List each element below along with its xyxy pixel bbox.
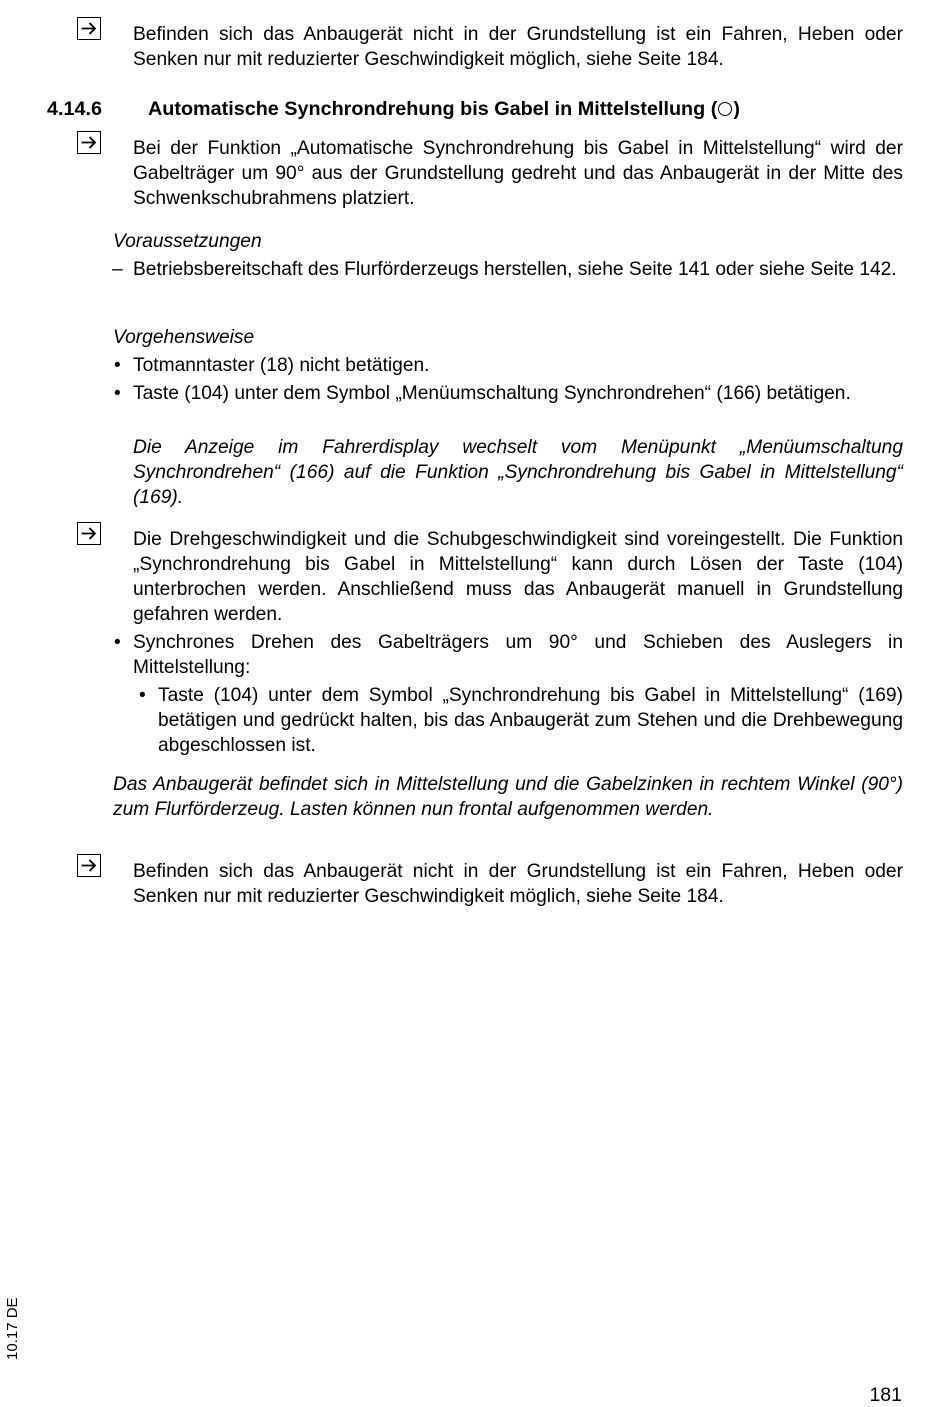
- note-arrow-icon: [77, 17, 101, 40]
- dash-marker: –: [112, 259, 123, 280]
- section-number: 4.14.6: [47, 98, 102, 120]
- note-text-function: Bei der Funktion „Automatische Synchrondrehung bis Gabel in Mittelstellung“ wird der Gabelträger um 90° aus der Grundstellung gedreht und das Anbaugerät in der Mitte des Schwenkschubrahmens platziert.: [133, 138, 903, 209]
- procedure-step-3-sub: Taste (104) unter dem Symbol „Synchrondrehung bis Gabel in Mittelstellung“ (169) betätigen und gedrückt halten, bis das Anbaugerät zum Stehen und die Drehbewegung abgeschlossen ist.: [158, 685, 903, 756]
- procedure-step-3: Synchrones Drehen des Gabelträgers um 90° und Schieben des Auslegers in Mittelstellung:: [133, 632, 903, 678]
- note-text-bottom: Befinden sich das Anbaugerät nicht in der Grundstellung ist ein Fahren, Heben oder Senken nur mit reduzierter Geschwindigkeit möglich, siehe Seite 184.: [133, 861, 903, 907]
- bullet-marker: •: [114, 383, 121, 404]
- note-arrow-icon: [77, 131, 101, 154]
- sub-bullet-marker: •: [139, 685, 146, 706]
- procedure-step-2: Taste (104) unter dem Symbol „Menüumschaltung Synchrondrehen“ (166) betätigen.: [133, 383, 851, 404]
- edition-label: 10.17 DE: [4, 1297, 21, 1360]
- note-text-preset: Die Drehgeschwindigkeit und die Schubgeschwindigkeit sind voreingestellt. Die Funktion „Synchrondrehung bis Gabel in Mittelstellung“ kann durch Lösen der Taste (104) unterbrochen werden. Anschließend muss das Anbaugerät manuell in Grundstellung gefahren werden.: [133, 529, 903, 625]
- note-text-top: Befinden sich das Anbaugerät nicht in der Grundstellung ist ein Fahren, Heben oder Senken nur mit reduzierter Geschwindigkeit möglich, siehe Seite 184.: [133, 24, 903, 70]
- note-arrow-icon: [77, 854, 101, 877]
- prerequisites-label: Voraussetzungen: [113, 231, 262, 252]
- procedure-result: Das Anbaugerät befindet sich in Mittelstellung und die Gabelzinken in rechtem Winkel (90°) zum Flurförderzeug. Lasten können nun frontal aufgenommen werden.: [113, 774, 903, 820]
- section-title: Automatische Synchrondrehung bis Gabel in Mittelstellung ( ): [148, 98, 740, 120]
- note-arrow-icon: [77, 522, 101, 545]
- procedure-label: Vorgehensweise: [113, 327, 255, 348]
- bullet-marker: •: [114, 632, 121, 653]
- prerequisite-item: Betriebsbereitschaft des Flurförderzeugs herstellen, siehe Seite 141 oder siehe Seite 142.: [133, 259, 897, 280]
- page-number: 181: [869, 1384, 902, 1406]
- procedure-step-1: Totmanntaster (18) nicht betätigen.: [133, 355, 430, 376]
- procedure-step-2-result: Die Anzeige im Fahrerdisplay wechselt vom Menüpunkt „Menüumschaltung Synchrondrehen“ (166) auf die Funktion „Synchrondrehung bis Gabel in Mittelstellung“ (169).: [133, 437, 903, 508]
- bullet-marker: •: [114, 355, 121, 376]
- circle-symbol-icon: [718, 102, 732, 116]
